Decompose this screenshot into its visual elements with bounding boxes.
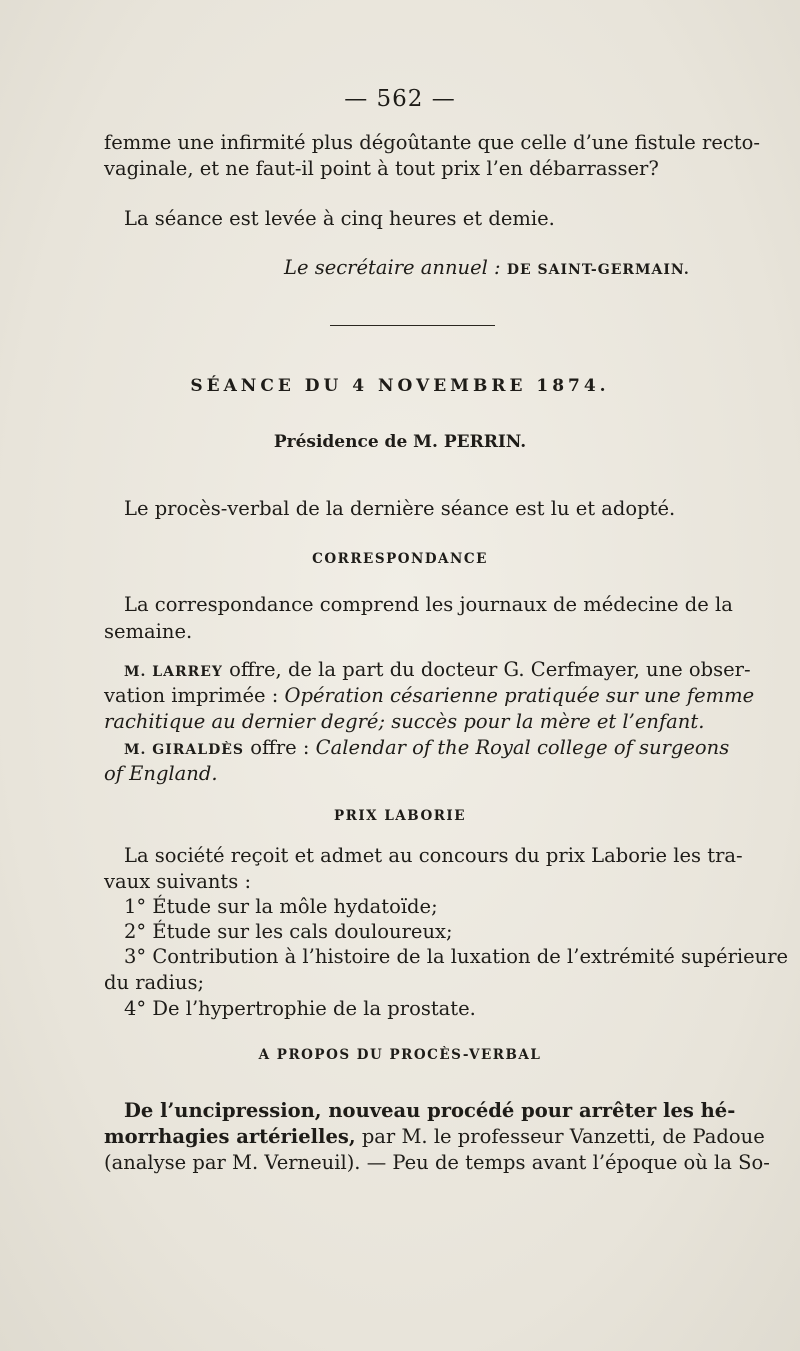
larrey-name: M. LARREY: [124, 664, 223, 680]
section-divider: [330, 325, 495, 326]
article-title-bold: morrhagies artérielles,: [104, 1125, 356, 1148]
text-line: La société reçoit et admet au concours du prix Laborie les tra-: [124, 844, 743, 867]
text-line: vaginale, et ne faut-il point à tout prix l’en débarrasser?: [104, 157, 659, 180]
text-line: (analyse par M. Verneuil). — Peu de temps avant l’époque où la So-: [104, 1151, 770, 1174]
giraldes-text: offre :: [250, 736, 316, 759]
page-number: — 562 —: [344, 86, 456, 112]
list-item: 1° Étude sur la môle hydatoïde;: [124, 895, 438, 918]
secretary-signature: [284, 256, 690, 279]
text-line: femme une infirmité plus dégoûtante que celle d’une fistule recto-: [104, 131, 760, 154]
propos-heading: A PROPOS DU PROCÈS-VERBAL: [258, 1047, 542, 1063]
giraldes-entry: [124, 735, 730, 763]
list-item: 3° Contribution à l’histoire de la luxation de l’extrémité supérieure: [124, 945, 789, 968]
text-span: vation imprimée :: [104, 684, 285, 707]
text-line: du radius;: [104, 971, 205, 994]
larrey-entry: [124, 657, 751, 685]
session-title: SÉANCE DU 4 NOVEMBRE 1874.: [190, 376, 610, 396]
text-line: La correspondance comprend les journaux de médecine de la: [124, 593, 733, 616]
giraldes-name: M. GIRALDÈS: [124, 742, 245, 758]
secretary-label: Le secrétaire annuel :: [284, 256, 501, 279]
text-line: semaine.: [104, 620, 193, 643]
closing-sentence: La séance est levée à cinq heures et demie.: [124, 207, 555, 230]
text-line: [104, 683, 755, 709]
secretary-name: DE SAINT-GERMAIN.: [506, 262, 690, 278]
correspondance-heading: CORRESPONDANCE: [312, 551, 488, 567]
italic-title: Calendar of the Royal college of surgeons: [315, 736, 730, 759]
article-title-line: De l’uncipression, nouveau procédé pour arrêter les hé-: [124, 1099, 736, 1122]
italic-title-line: rachitique au dernier degré; succès pour la mère et l’enfant.: [104, 710, 705, 733]
list-item: 4° De l’hypertrophie de la prostate.: [124, 997, 476, 1020]
italic-title-line: of England.: [104, 762, 218, 785]
minutes-sentence: Le procès-verbal de la dernière séance est lu et adopté.: [124, 497, 676, 520]
text-line: vaux suivants :: [104, 870, 252, 893]
larrey-text: offre, de la part du docteur G. Cerfmayer, une obser-: [229, 658, 751, 681]
italic-title: Opération césarienne pratiquée sur une femme: [284, 684, 755, 707]
text-span: par M. le professeur Vanzetti, de Padoue: [355, 1125, 765, 1148]
list-item: 2° Étude sur les cals douloureux;: [124, 920, 453, 943]
text-line: [104, 1124, 765, 1150]
presidency-heading: Présidence de M. PERRIN.: [273, 432, 527, 452]
prix-laborie-heading: PRIX LABORIE: [333, 808, 467, 824]
